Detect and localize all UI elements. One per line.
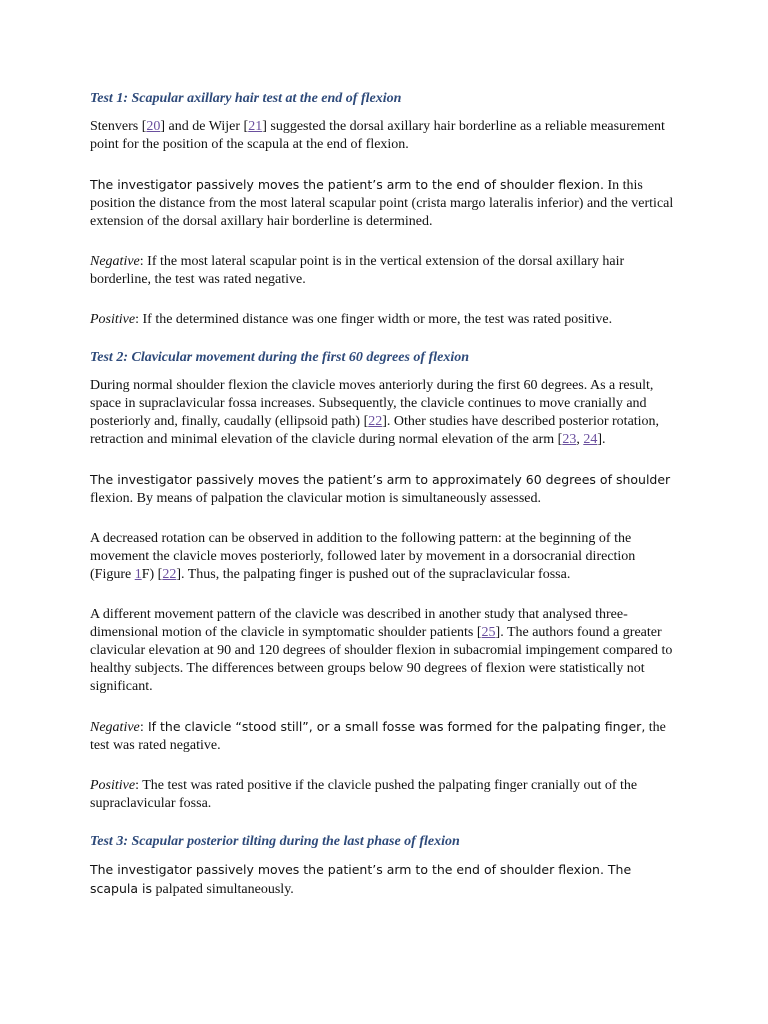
- text: ].: [597, 432, 606, 447]
- section-heading-test-3: Test 3: Scapular posterior tilting during the last phase of flexion: [90, 834, 460, 849]
- text: The investigator passively moves the patient’s arm to approximately 60 degrees of shoulder: [90, 472, 671, 487]
- text: : If the most lateral scapular point is in the vertical extension of the dorsal axillary hair borderline, the test was rated negative.: [90, 254, 625, 287]
- negative-criterion: [90, 718, 680, 755]
- text: ]. The authors found a greater clavicular elevation at 90 and 120 degrees of shoulder flexion in subacromial impingement compared to healthy subjects. The differences between groups below 90 degrees of flexion were statistically not significant.: [90, 625, 673, 694]
- paragraph: [90, 118, 680, 154]
- paragraph: [90, 471, 680, 508]
- citation-link[interactable]: 22: [368, 414, 383, 429]
- text: ]. Other studies have described posterior rotation, retraction and minimal elevation of the clavicle during normal elevation of the arm [: [90, 414, 660, 447]
- citation-link[interactable]: 21: [248, 119, 263, 134]
- citation-link[interactable]: 24: [583, 432, 598, 447]
- text: Stenvers [: [90, 119, 147, 134]
- text: F) [: [141, 567, 163, 582]
- text: A different movement pattern of the clavicle was described in another study that analysed three-dimensional motion of the clavicle in symptomatic shoulder patients [: [90, 607, 628, 640]
- text: A decreased rotation can be observed in addition to the following pattern: at the beginning of the movement the clavicle moves posteriorly, followed later by movement in a dorsocranial direction (Figure: [90, 531, 636, 582]
- paragraph: [90, 606, 680, 696]
- text: : The test was rated positive if the clavicle pushed the palpating finger cranially out of the supraclavicular fossa.: [90, 778, 638, 811]
- citation-link[interactable]: 23: [562, 432, 577, 447]
- positive-criterion: [90, 777, 680, 813]
- citation-link[interactable]: 25: [481, 625, 496, 640]
- text: palpated simultaneously.: [152, 882, 294, 897]
- paragraph: [90, 176, 680, 231]
- section-heading-test-1: Test 1: Scapular axillary hair test at the end of flexion: [90, 91, 402, 106]
- figure-link[interactable]: 1: [134, 567, 142, 582]
- section-heading-test-2: Test 2: Clavicular movement during the first 60 degrees of flexion: [90, 350, 470, 365]
- text: ]. Thus, the palpating finger is pushed out of the supraclavicular fossa.: [176, 567, 571, 582]
- text: ] and de Wijer [: [160, 119, 249, 134]
- criterion-label: Negative: [90, 720, 140, 735]
- paragraph: [90, 530, 680, 584]
- criterion-label: Positive: [90, 312, 136, 327]
- citation-link[interactable]: 22: [162, 567, 177, 582]
- text: : If the clavicle “stood still”, or a small fosse was formed for the palpating finger,: [139, 719, 646, 734]
- text: ] suggested the dorsal axillary hair borderline as a reliable measurement point for the position of the scapula at the end of flexion.: [90, 119, 665, 152]
- criterion-label: Negative: [90, 254, 140, 269]
- citation-link[interactable]: 20: [146, 119, 161, 134]
- text: In this position the distance from the most lateral scapular point (crista margo lateralis inferior) and the vertical extension of the dorsal axillary hair borderline is determined.: [90, 178, 674, 229]
- positive-criterion: [90, 311, 680, 329]
- article-body: [90, 90, 680, 899]
- text: The investigator passively moves the patient’s arm to the end of shoulder flexion. The scapula is: [90, 862, 632, 896]
- text: The investigator passively moves the patient’s arm to the end of shoulder flexion.: [90, 177, 604, 192]
- text: : If the determined distance was one finger width or more, the test was rated positive.: [135, 312, 613, 327]
- text: flexion. By means of palpation the clavicular motion is simultaneously assessed.: [90, 491, 542, 506]
- text: ,: [576, 432, 584, 447]
- text: the test was rated negative.: [90, 720, 666, 753]
- paragraph: [90, 861, 680, 899]
- negative-criterion: [90, 253, 680, 289]
- text: During normal shoulder flexion the clavicle moves anteriorly during the first 60 degrees. As a result, space in supraclavicular fossa increases. Subsequently, the clavicle continues to move cranially and posteriorly and, finally, caudally (ellipsoid path) [: [90, 378, 654, 429]
- paragraph: [90, 377, 680, 449]
- criterion-label: Positive: [90, 778, 136, 793]
